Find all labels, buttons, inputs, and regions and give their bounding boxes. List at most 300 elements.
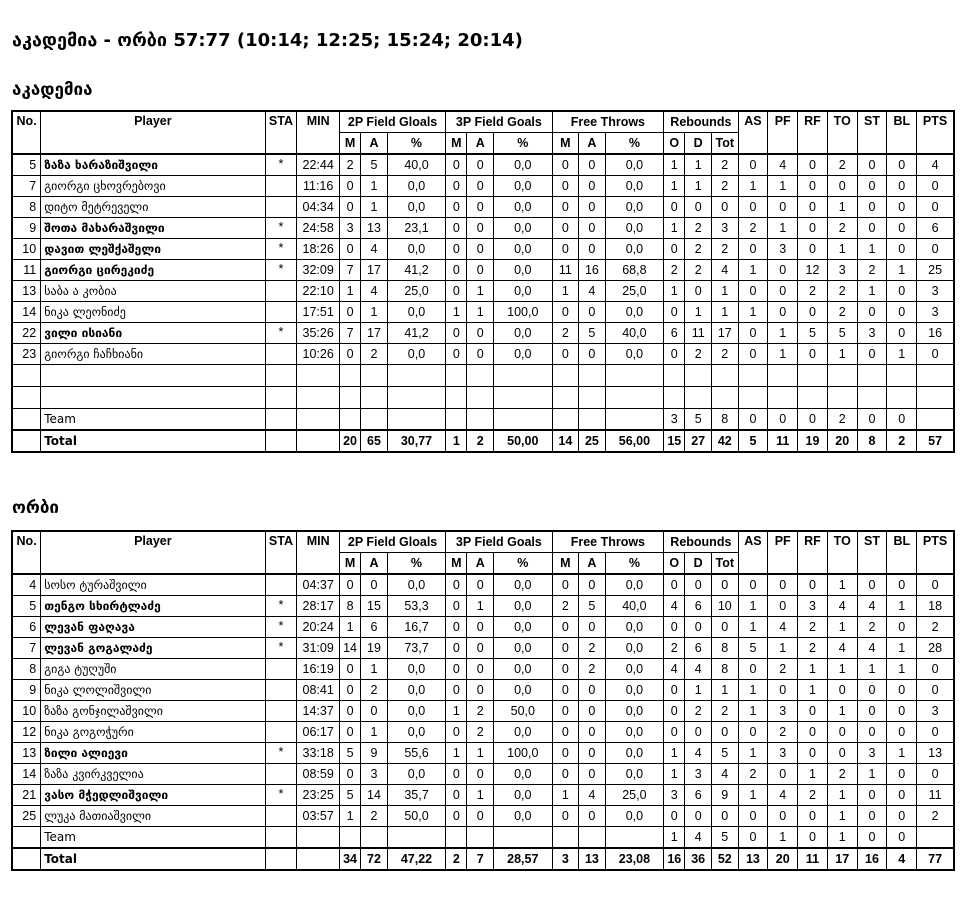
starter-mark: * [265, 239, 297, 260]
stat-to: 4 [827, 596, 857, 617]
stat-mf: 0 [552, 680, 579, 701]
stat-tot: 0 [711, 722, 738, 743]
stat-pf: 0 [768, 806, 798, 827]
stat-pf_pct: 0,0 [605, 218, 663, 239]
stat-pts: 0 [917, 574, 954, 596]
stat-a3: 0 [467, 680, 494, 701]
player-row [12, 617, 954, 638]
stat-st: 0 [857, 176, 887, 197]
total-stat-d: 36 [685, 848, 712, 870]
header-min: MIN [297, 111, 340, 154]
player-name: შოთა მახარაშვილი [41, 218, 265, 239]
stat-pf_pct: 0,0 [605, 638, 663, 659]
player-row [12, 344, 954, 365]
player-number: 8 [12, 197, 41, 218]
player-number: 13 [12, 743, 41, 764]
stat-st: 1 [857, 659, 887, 680]
stat-a2: 6 [361, 617, 388, 638]
stat-bl: 1 [887, 344, 917, 365]
total-stat-as: 13 [738, 848, 768, 870]
minutes: 17:51 [297, 302, 340, 323]
stat-m3: 0 [446, 281, 467, 302]
subheader-pct: % [605, 553, 663, 575]
stat-st: 0 [857, 722, 887, 743]
stat-m2: 7 [339, 260, 360, 281]
subheader-m: M [339, 133, 360, 155]
stat-a3: 0 [467, 659, 494, 680]
starter-mark [265, 574, 297, 596]
stat-pf: 3 [768, 701, 798, 722]
minutes: 18:26 [297, 239, 340, 260]
stat-pf_pct: 0,0 [605, 701, 663, 722]
stat-d: 1 [685, 176, 712, 197]
stat-af: 0 [579, 617, 606, 638]
stat-af: 0 [579, 197, 606, 218]
subheader-pct: % [494, 553, 553, 575]
team-stat-tot: 5 [711, 827, 738, 849]
stat-o: 0 [664, 574, 685, 596]
stat-pf: 1 [768, 344, 798, 365]
player-row [12, 260, 954, 281]
stat-mf: 0 [552, 806, 579, 827]
stat-tot: 8 [711, 638, 738, 659]
minutes: 31:09 [297, 638, 340, 659]
stat-st: 1 [857, 239, 887, 260]
stat-p3: 0,0 [494, 344, 553, 365]
subheader-pct: % [605, 133, 663, 155]
stat-d: 1 [685, 302, 712, 323]
stat-p2: 0,0 [387, 701, 446, 722]
stat-tot: 0 [711, 806, 738, 827]
player-name: გიგა ტუღუში [41, 659, 265, 680]
stat-bl: 0 [887, 574, 917, 596]
stat-mf: 2 [552, 323, 579, 344]
stat-to: 1 [827, 785, 857, 806]
stat-p3: 50,0 [494, 701, 553, 722]
stat-bl: 1 [887, 596, 917, 617]
stat-a3: 2 [467, 701, 494, 722]
starter-mark [265, 176, 297, 197]
stat-rf: 0 [798, 154, 828, 176]
stat-pts: 16 [917, 323, 954, 344]
starter-mark [265, 701, 297, 722]
stat-a2: 5 [361, 154, 388, 176]
stat-o: 3 [664, 785, 685, 806]
starter-mark: * [265, 596, 297, 617]
player-row [12, 302, 954, 323]
stat-m2: 14 [339, 638, 360, 659]
team-row-label: Team [41, 409, 265, 431]
player-row [12, 197, 954, 218]
stat-a2: 0 [361, 574, 388, 596]
stat-pf: 0 [768, 680, 798, 701]
total-stat-bl: 2 [887, 430, 917, 452]
stat-to: 3 [827, 260, 857, 281]
stat-as: 0 [738, 806, 768, 827]
stat-st: 0 [857, 344, 887, 365]
total-stat-a3: 7 [467, 848, 494, 870]
stat-tot: 0 [711, 574, 738, 596]
stat-m2: 0 [339, 344, 360, 365]
stat-tot: 9 [711, 785, 738, 806]
stat-pts: 0 [917, 764, 954, 785]
stat-af: 2 [579, 659, 606, 680]
stat-to: 0 [827, 743, 857, 764]
stat-a3: 2 [467, 722, 494, 743]
minutes: 04:34 [297, 197, 340, 218]
stat-mf: 1 [552, 785, 579, 806]
starter-mark: * [265, 785, 297, 806]
stat-tot: 8 [711, 659, 738, 680]
subheader-m: M [446, 553, 467, 575]
stat-pf_pct: 0,0 [605, 574, 663, 596]
stat-af: 4 [579, 785, 606, 806]
header-pf: PF [768, 531, 798, 574]
player-number: 14 [12, 302, 41, 323]
starter-mark [265, 302, 297, 323]
stat-m3: 0 [446, 617, 467, 638]
stat-bl: 1 [887, 743, 917, 764]
stat-pf: 0 [768, 596, 798, 617]
stat-st: 1 [857, 764, 887, 785]
stat-pts: 25 [917, 260, 954, 281]
team-stat-pf: 0 [768, 409, 798, 431]
stat-bl: 0 [887, 764, 917, 785]
subheader-o: O [664, 133, 685, 155]
stat-pf: 0 [768, 302, 798, 323]
stat-o: 1 [664, 176, 685, 197]
stat-p2: 23,1 [387, 218, 446, 239]
stat-d: 0 [685, 806, 712, 827]
stat-pf_pct: 0,0 [605, 344, 663, 365]
stat-pts: 0 [917, 344, 954, 365]
player-name: ზილი ალიევი [41, 743, 265, 764]
stat-mf: 0 [552, 344, 579, 365]
total-stat-a2: 65 [361, 430, 388, 452]
stat-o: 2 [664, 260, 685, 281]
header-pts: PTS [917, 111, 954, 154]
team-stat-st: 0 [857, 827, 887, 849]
total-stat-rf: 11 [798, 848, 828, 870]
stat-tot: 4 [711, 260, 738, 281]
stat-tot: 10 [711, 596, 738, 617]
stat-pf_pct: 0,0 [605, 176, 663, 197]
header-st: ST [857, 531, 887, 574]
player-number: 6 [12, 617, 41, 638]
stat-d: 2 [685, 260, 712, 281]
header-row [12, 531, 954, 553]
stat-pf: 1 [768, 218, 798, 239]
header-bl: BL [887, 531, 917, 574]
stat-bl: 0 [887, 218, 917, 239]
stat-pts: 2 [917, 806, 954, 827]
stat-d: 0 [685, 197, 712, 218]
stat-pf_pct: 0,0 [605, 680, 663, 701]
stat-mf: 0 [552, 743, 579, 764]
stat-rf: 0 [798, 574, 828, 596]
stat-m3: 0 [446, 176, 467, 197]
player-number: 8 [12, 659, 41, 680]
header-3p: 3P Field Goals [446, 531, 552, 553]
stat-a2: 0 [361, 701, 388, 722]
subheader-d: D [685, 133, 712, 155]
team-stat-bl: 0 [887, 827, 917, 849]
starter-mark [265, 680, 297, 701]
stat-a3: 0 [467, 344, 494, 365]
header-as: AS [738, 531, 768, 574]
player-row [12, 574, 954, 596]
stat-pf: 4 [768, 154, 798, 176]
stat-to: 1 [827, 344, 857, 365]
stat-a3: 0 [467, 176, 494, 197]
stat-a3: 1 [467, 302, 494, 323]
player-row [12, 743, 954, 764]
stat-o: 0 [664, 617, 685, 638]
stat-to: 1 [827, 197, 857, 218]
player-row [12, 680, 954, 701]
stat-pf_pct: 40,0 [605, 323, 663, 344]
stat-p3: 0,0 [494, 197, 553, 218]
stat-m3: 0 [446, 785, 467, 806]
player-number: 14 [12, 764, 41, 785]
total-stat-to: 20 [827, 430, 857, 452]
stat-st: 4 [857, 596, 887, 617]
minutes: 22:10 [297, 281, 340, 302]
stat-rf: 0 [798, 218, 828, 239]
stat-o: 0 [664, 239, 685, 260]
stat-m2: 0 [339, 574, 360, 596]
stat-as: 1 [738, 743, 768, 764]
header-min: MIN [297, 531, 340, 574]
subheader-a: A [361, 553, 388, 575]
stat-d: 0 [685, 574, 712, 596]
header-to: TO [827, 531, 857, 574]
boxscore-table-away [11, 530, 955, 871]
stat-a2: 1 [361, 302, 388, 323]
stat-af: 16 [579, 260, 606, 281]
subheader-m: M [552, 133, 579, 155]
starter-mark [265, 722, 297, 743]
minutes: 16:19 [297, 659, 340, 680]
total-stat-p3: 28,57 [494, 848, 553, 870]
subheader-m: M [339, 553, 360, 575]
stat-rf: 0 [798, 344, 828, 365]
stat-m3: 0 [446, 764, 467, 785]
minutes: 08:59 [297, 764, 340, 785]
total-label: Total [41, 848, 265, 870]
stat-bl: 0 [887, 281, 917, 302]
stat-af: 0 [579, 680, 606, 701]
stat-pf_pct: 0,0 [605, 617, 663, 638]
player-row [12, 218, 954, 239]
team-row [12, 409, 954, 431]
team-name-away: ორბი [12, 498, 59, 518]
stat-m2: 1 [339, 806, 360, 827]
stat-bl: 0 [887, 154, 917, 176]
header-st: ST [857, 111, 887, 154]
stat-pf_pct: 0,0 [605, 197, 663, 218]
stat-af: 0 [579, 701, 606, 722]
header-player: Player [41, 531, 265, 574]
stat-p3: 0,0 [494, 281, 553, 302]
stat-a2: 15 [361, 596, 388, 617]
stat-mf: 0 [552, 302, 579, 323]
total-stat-o: 15 [664, 430, 685, 452]
stat-rf: 0 [798, 743, 828, 764]
header-no: No. [12, 531, 41, 574]
stat-m3: 0 [446, 323, 467, 344]
stat-pf: 2 [768, 722, 798, 743]
stat-to: 5 [827, 323, 857, 344]
game-title: აკადემია - ორბი 57:77 (10:14; 12:25; 15:24; 20:14) [12, 30, 523, 51]
stat-m3: 0 [446, 659, 467, 680]
stat-rf: 2 [798, 785, 828, 806]
stat-st: 0 [857, 574, 887, 596]
player-row [12, 701, 954, 722]
stat-st: 0 [857, 680, 887, 701]
stat-p3: 0,0 [494, 323, 553, 344]
header-rebounds: Rebounds [664, 111, 738, 133]
stat-p2: 0,0 [387, 176, 446, 197]
total-stat-mf: 14 [552, 430, 579, 452]
total-stat-m3: 2 [446, 848, 467, 870]
stat-tot: 3 [711, 218, 738, 239]
stat-as: 0 [738, 239, 768, 260]
stat-o: 1 [664, 154, 685, 176]
stat-st: 2 [857, 617, 887, 638]
team-stat-to: 2 [827, 409, 857, 431]
stat-pts: 0 [917, 197, 954, 218]
stat-pf_pct: 0,0 [605, 302, 663, 323]
stat-mf: 0 [552, 197, 579, 218]
stat-as: 0 [738, 323, 768, 344]
stat-m2: 3 [339, 218, 360, 239]
stat-pts: 6 [917, 218, 954, 239]
player-name: ზაზა ხარაზიშვილი [41, 154, 265, 176]
minutes: 32:09 [297, 260, 340, 281]
stat-mf: 0 [552, 722, 579, 743]
stat-o: 0 [664, 680, 685, 701]
stat-as: 0 [738, 344, 768, 365]
starter-mark: * [265, 154, 297, 176]
player-name: სოსო ტურაშვილი [41, 574, 265, 596]
player-number: 21 [12, 785, 41, 806]
stat-m3: 0 [446, 239, 467, 260]
team-stat-rf: 0 [798, 827, 828, 849]
stat-d: 1 [685, 154, 712, 176]
stat-af: 0 [579, 218, 606, 239]
stat-af: 0 [579, 239, 606, 260]
stat-rf: 1 [798, 764, 828, 785]
stat-d: 1 [685, 680, 712, 701]
subheader-tot: Tot [711, 133, 738, 155]
boxscore-table-home [11, 110, 955, 453]
stat-pf_pct: 0,0 [605, 722, 663, 743]
stat-a3: 1 [467, 596, 494, 617]
header-rf: RF [798, 531, 828, 574]
starter-mark [265, 197, 297, 218]
total-stat-pf_pct: 56,00 [605, 430, 663, 452]
stat-o: 0 [664, 701, 685, 722]
team-stat-pf: 1 [768, 827, 798, 849]
stat-a2: 13 [361, 218, 388, 239]
total-stat-tot: 52 [711, 848, 738, 870]
stat-p3: 0,0 [494, 659, 553, 680]
stat-p3: 0,0 [494, 764, 553, 785]
stat-bl: 1 [887, 260, 917, 281]
stat-bl: 0 [887, 722, 917, 743]
stat-o: 0 [664, 197, 685, 218]
empty-row [12, 365, 954, 387]
stat-m2: 0 [339, 764, 360, 785]
stat-pf_pct: 25,0 [605, 785, 663, 806]
player-number: 13 [12, 281, 41, 302]
header-sta: STA [265, 531, 297, 574]
stat-p2: 41,2 [387, 323, 446, 344]
stat-tot: 1 [711, 281, 738, 302]
stat-to: 1 [827, 659, 857, 680]
stat-a3: 0 [467, 218, 494, 239]
stat-rf: 2 [798, 617, 828, 638]
player-number: 11 [12, 260, 41, 281]
starter-mark: * [265, 218, 297, 239]
stat-mf: 0 [552, 218, 579, 239]
stat-mf: 0 [552, 176, 579, 197]
stat-m3: 0 [446, 722, 467, 743]
stat-to: 1 [827, 701, 857, 722]
total-stat-st: 16 [857, 848, 887, 870]
stat-st: 0 [857, 218, 887, 239]
stat-tot: 1 [711, 680, 738, 701]
total-stat-pf_pct: 23,08 [605, 848, 663, 870]
stat-a3: 0 [467, 154, 494, 176]
stat-o: 1 [664, 764, 685, 785]
total-stat-m3: 1 [446, 430, 467, 452]
stat-to: 2 [827, 302, 857, 323]
stat-p2: 0,0 [387, 197, 446, 218]
stat-as: 1 [738, 680, 768, 701]
player-name: ვასო მჭედლიშვილი [41, 785, 265, 806]
stat-d: 11 [685, 323, 712, 344]
subheader-pct: % [387, 553, 446, 575]
stat-pts: 28 [917, 638, 954, 659]
stat-pts: 13 [917, 743, 954, 764]
stat-p2: 53,3 [387, 596, 446, 617]
player-row [12, 764, 954, 785]
stat-p3: 100,0 [494, 743, 553, 764]
stat-pf_pct: 25,0 [605, 281, 663, 302]
stat-to: 1 [827, 806, 857, 827]
stat-m3: 1 [446, 701, 467, 722]
stat-m3: 0 [446, 574, 467, 596]
stat-d: 2 [685, 701, 712, 722]
stat-as: 5 [738, 638, 768, 659]
stat-st: 3 [857, 323, 887, 344]
stat-st: 0 [857, 154, 887, 176]
stat-m3: 0 [446, 638, 467, 659]
stat-m3: 0 [446, 154, 467, 176]
stat-m2: 0 [339, 197, 360, 218]
stat-m3: 0 [446, 344, 467, 365]
player-row [12, 281, 954, 302]
stat-p2: 16,7 [387, 617, 446, 638]
stat-st: 0 [857, 197, 887, 218]
stat-d: 2 [685, 344, 712, 365]
stat-m2: 0 [339, 701, 360, 722]
stat-d: 6 [685, 596, 712, 617]
stat-p3: 0,0 [494, 617, 553, 638]
header-bl: BL [887, 111, 917, 154]
